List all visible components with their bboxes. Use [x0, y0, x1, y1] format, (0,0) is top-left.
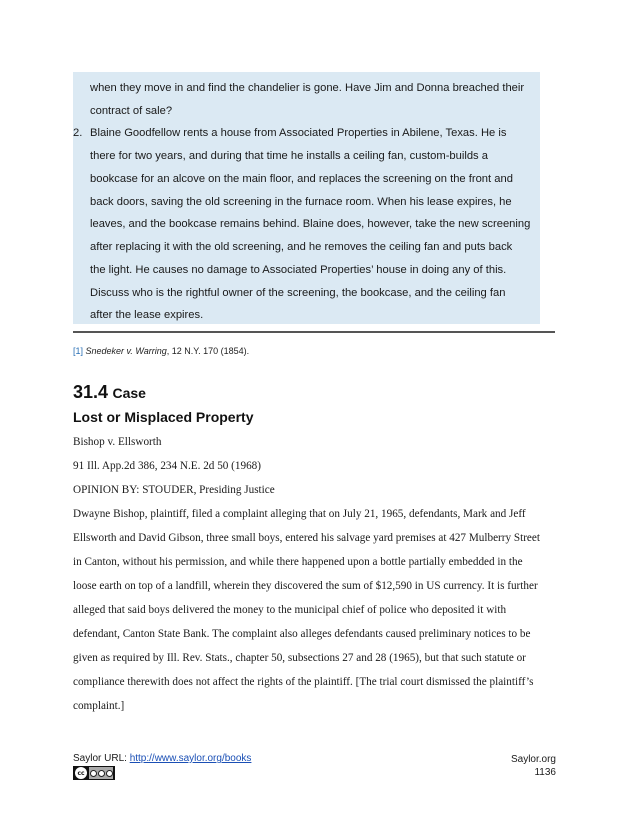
- exercise-line: there for two years, and during that time he installs a ceiling fan, custom-builds a: [90, 150, 488, 162]
- exercise-line: Blaine Goodfellow rents a house from Associated Properties in Abilene, Texas. He is: [90, 127, 507, 139]
- case-body-line: Ellsworth and David Gibson, three small boys, entered his salvage yard premises at 427 Mulberry Street: [73, 532, 540, 544]
- case-body-line: complaint.]: [73, 700, 125, 712]
- exercise-line: back doors, saving the old screening in the furnace room. When his lease expires, he: [90, 196, 512, 208]
- cc-license-icons: [89, 767, 113, 779]
- footer-page-number: 1136: [534, 767, 556, 778]
- exercise-item-number: 2.: [73, 127, 83, 139]
- case-body-line: in Canton, without his permission, and while there happened upon a bottle partially embedded in the: [73, 556, 523, 568]
- section-label: Case: [112, 385, 146, 401]
- footer-right: [511, 753, 556, 779]
- section-title: Lost or Misplaced Property: [73, 409, 254, 425]
- case-body-line: compliance therewith does not affect the rights of the plaintiff. [The trial court dismissed the plaintiff’s: [73, 676, 534, 688]
- case-body-line: defendant, Canton State Bank. The complaint also alleges defendants caused preliminary notices to be: [73, 628, 531, 640]
- case-title: Bishop v. Ellsworth: [73, 436, 162, 448]
- footer-url: [73, 753, 251, 764]
- case-citation: 91 Ill. App.2d 386, 234 N.E. 2d 50 (1968): [73, 460, 262, 472]
- section-divider: [73, 331, 555, 333]
- footer-url-link[interactable]: http://www.saylor.org/books: [129, 753, 252, 764]
- nc-icon: [98, 770, 105, 777]
- exercise-line: contract of sale?: [90, 105, 173, 117]
- exercise-line: after replacing it with the old screening, and he removes the ceiling fan and puts back: [90, 241, 513, 253]
- case-body-line: loose earth on top of a landfill, wherein they discovered the sum of $12,590 in US currency. It is further: [73, 580, 538, 592]
- exercise-line: the light. He causes no damage to Associated Properties’ house in doing any of this.: [90, 264, 507, 276]
- footer-url-label: Saylor URL:: [73, 753, 130, 764]
- footer-site: Saylor.org: [510, 754, 556, 765]
- exercise-line: bookcase for an alcove on the main floor, and replaces the screening on the front and: [90, 173, 513, 185]
- section-heading: [73, 382, 146, 403]
- footnote-marker-link[interactable]: [1]: [73, 346, 84, 356]
- footnote: [73, 346, 249, 356]
- cc-icon: cc: [75, 767, 87, 779]
- exercise-line: leaves, and the bookcase remains behind. Blaine does, however, take the new screening: [90, 218, 531, 230]
- footnote-citation: , 12 N.Y. 170 (1854).: [166, 346, 250, 356]
- exercise-line: Discuss who is the rightful owner of the screening, the bookcase, and the ceiling fan: [90, 287, 506, 299]
- case-body-line: Dwayne Bishop, plaintiff, filed a complaint alleging that on July 21, 1965, defendants, Mark and Jeff: [73, 508, 526, 520]
- cc-by-nc-sa-icon[interactable]: [73, 766, 115, 780]
- sa-icon: [106, 770, 113, 777]
- exercise-line: when they move in and find the chandelier is gone. Have Jim and Donna breached their: [90, 82, 525, 94]
- by-icon: [90, 770, 97, 777]
- case-body-line: given as required by Ill. Rev. Stats., chapter 50, subsections 27 and 28 (1965), but that such statute or: [73, 652, 526, 664]
- section-number: 31.4: [73, 382, 109, 402]
- exercise-line: after the lease expires.: [90, 309, 204, 321]
- case-body-line: alleged that said boys delivered the money to the municipal chief of police who deposited it with: [73, 604, 507, 616]
- case-opinion-by: OPINION BY: STOUDER, Presiding Justice: [73, 484, 275, 496]
- footnote-case-name: Snedeker v. Warring: [85, 346, 167, 356]
